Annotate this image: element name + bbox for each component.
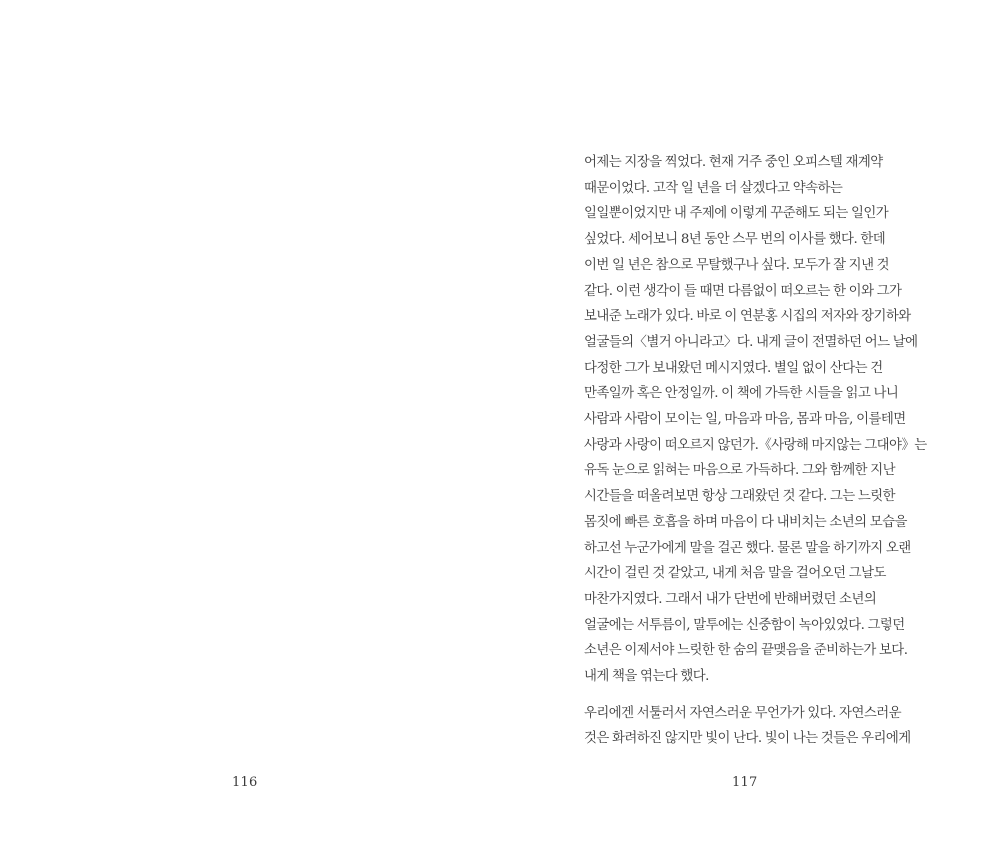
text-line: 하고선 누군가에게 말을 걸곤 했다. 물론 말을 하기까지 오랜 [584,540,911,556]
text-line: 보내준 노래가 있다. 바로 이 연분홍 시집의 저자와 장기하와 [584,309,911,325]
text-line: 만족일까 혹은 안정일까. 이 책에 가득한 시들을 읽고 나니 [584,386,899,402]
text-line: 마찬가지였다. 그래서 내가 단번에 반해버렸던 소년의 [584,591,877,607]
right-page-number: 117 [732,775,758,790]
text-line: 이번 일 년은 참으로 무탈했구나 싶다. 모두가 잘 지낸 것 [584,257,890,273]
text-line: 사랑과 사랑이 떠오르지 않던가.《사랑해 마지않는 그대야》는 [584,437,927,453]
text-line: 얼굴에는 서투름이, 말투에는 신중함이 녹아있었다. 그렇던 [584,617,905,633]
text-line: 싶었다. 세어보니 8년 동안 스무 번의 이사를 했다. 한데 [584,232,886,248]
text-line: 시간이 걸린 것 같았고, 내게 처음 말을 걸어오던 그날도 [584,566,886,582]
paragraph-2 [584,701,974,752]
text-line: 때문이었다. 고작 일 년을 더 살겠다고 약속하는 [584,180,843,196]
text-line: 몸짓에 빠른 호흡을 하며 마음이 다 내비치는 소년의 모습을 [584,514,907,530]
text-line: 시간들을 떠올려보면 항상 그래왔던 것 같다. 그는 느릿한 [584,489,896,505]
text-line: 내게 책을 엮는다 했다. [584,669,709,685]
text-line: 우리에겐 서툴러서 자연스러운 무언가가 있다. 자연스러운 [584,705,901,721]
text-line: 일일뿐이었지만 내 주제에 이렇게 꾸준해도 되는 일인가 [584,206,889,222]
paragraph-1 [584,150,974,690]
body-text [584,150,974,752]
text-line: 어제는 지장을 찍었다. 현재 거주 중인 오피스텔 재계약 [584,155,883,170]
text-line: 같다. 이런 생각이 들 때면 다름없이 떠오르는 한 이와 그가 [584,283,902,299]
left-page-number: 116 [232,775,258,790]
text-line: 사람과 사람이 모이는 일, 마음과 마음, 몸과 마음, 이를테면 [584,412,906,428]
text-line: 것은 화려하진 않지만 빛이 난다. 빛이 나는 것들은 우리에게 [584,731,911,747]
text-line: 소년은 이제서야 느릿한 한 숨의 끝맺음을 준비하는가 보다. [584,643,908,659]
right-page [500,0,1000,861]
text-line: 다정한 그가 보내왔던 메시지였다. 별일 없이 산다는 건 [584,360,883,376]
text-line: 얼굴들의〈별거 아니라고〉다. 내게 글이 전멸하던 어느 날에 [584,334,918,350]
text-line: 유독 눈으로 읽혀는 마음으로 가득하다. 그와 함께한 지난 [584,463,896,479]
